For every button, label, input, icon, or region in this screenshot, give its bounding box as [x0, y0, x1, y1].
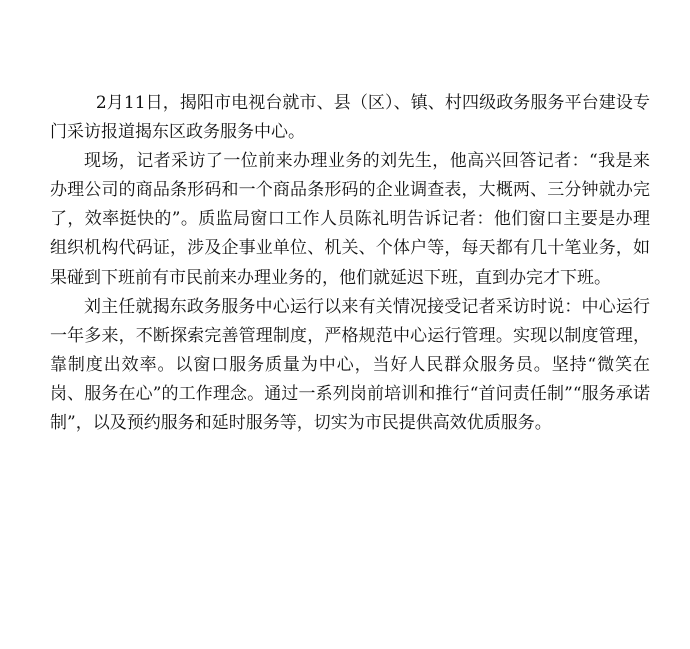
paragraph-director-statement: 刘主任就揭东政务服务中心运行以来有关情况接受记者采访时说：中心运行一年多来，不断探索完善管理制度，严格规范中心运行管理。实现以制度管理，靠制度出效率。以窗口服务质量为中心，当好人民群众服务员。坚持“微笑在岗、服务在心”的工作理念。通过一系列岗前培训和推行“首问责任制”“服务承诺制”，以及预约服务和延时服务等，切实为市民提供高效优质服务。	[50, 296, 650, 434]
paragraph-interview: 现场，记者采访了一位前来办理业务的刘先生，他高兴回答记者：“我是来办理公司的商品条形码和一个商品条形码的企业调查表，大概两、三分钟就办完了，效率挺快的”。质监局窗口工作人员陈礼明告诉记者：他们窗口主要是办理组织机构代码证，涉及企事业单位、机关、个体户等，每天都有几十笔业务，如果碰到下班前有市民前来办理业务的，他们就延迟下班，直到办完才下班。	[50, 151, 650, 288]
article-body	[50, 89, 650, 438]
paragraph-intro: 2月11日，揭阳市电视台就市、县（区）、镇、村四级政务服务平台建设专门采访报道揭东区政务服务中心。	[50, 93, 650, 143]
